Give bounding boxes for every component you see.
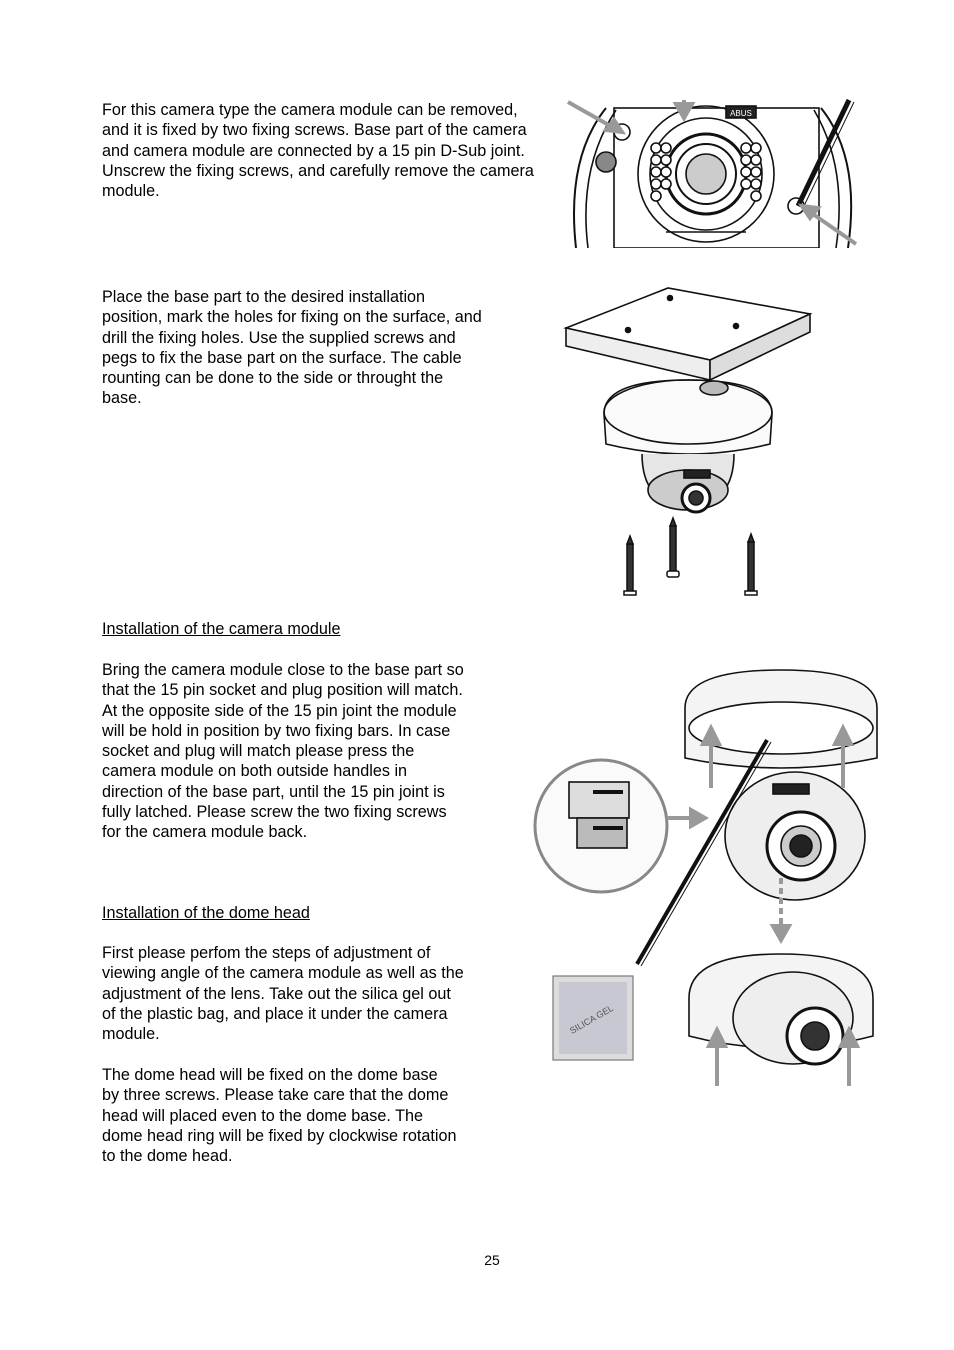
dome-base-illustration (560, 284, 816, 602)
paragraph-dome-adjustment: First please perfom the steps of adjustment of viewing angle of the camera module as well as the adjustment of the lens. Take out the silica gel out of the plastic bag, and place it under the camera module. (102, 944, 464, 1044)
camera-module-illustration (566, 98, 858, 250)
paragraph-dome-fixing: The dome head will be fixed on the dome base by three screws. Please take care that the dome head will placed even to the dome base. The dome head ring will be fixed by clockwise rotation to the dome head. (102, 1066, 457, 1166)
heading-dome-installation: Installation of the dome head (102, 904, 310, 922)
figure-remove-module (566, 98, 858, 250)
silica-gel-packet (553, 976, 633, 1060)
figure-base-installation (560, 284, 816, 602)
silica-gel-label: SILICA GEL (567, 1002, 616, 1036)
paragraph-module-installation: Bring the camera module close to the base part so that the 15 pin socket and plug position will match. At the opposite side of the 15 pin joint the module will be hold in position by two fixing bars. In case socket and plug will match please press the camera module on both outside handles in direction of the base part, until the 15 pin joint is fully latched. Please screw the two fixing screws for the camera module back. (102, 661, 464, 842)
paragraph-base-installation: Place the base part to the desired installation position, mark the holes for fixing on the surface, and drill the fixing holes. Use the supplied screws and pegs to fix the base part on the surface. The cable rounting can be done to the side or throught the base. (102, 288, 482, 408)
paragraph-remove-module: For this camera type the camera module can be removed, and it is fixed by two fixing screws. Base part of the camera and camera module are connected by a 15 pin D-Sub joint. Unscrew the fixing screws, and carefully remove the camera module. (102, 101, 534, 201)
figure-module-and-dome-installation (533, 668, 881, 1100)
module-dome-illustration (533, 668, 881, 1100)
heading-module-installation: Installation of the camera module (102, 620, 341, 638)
page-number: 25 (484, 1252, 500, 1268)
brand-logo: ABUS (730, 109, 752, 118)
